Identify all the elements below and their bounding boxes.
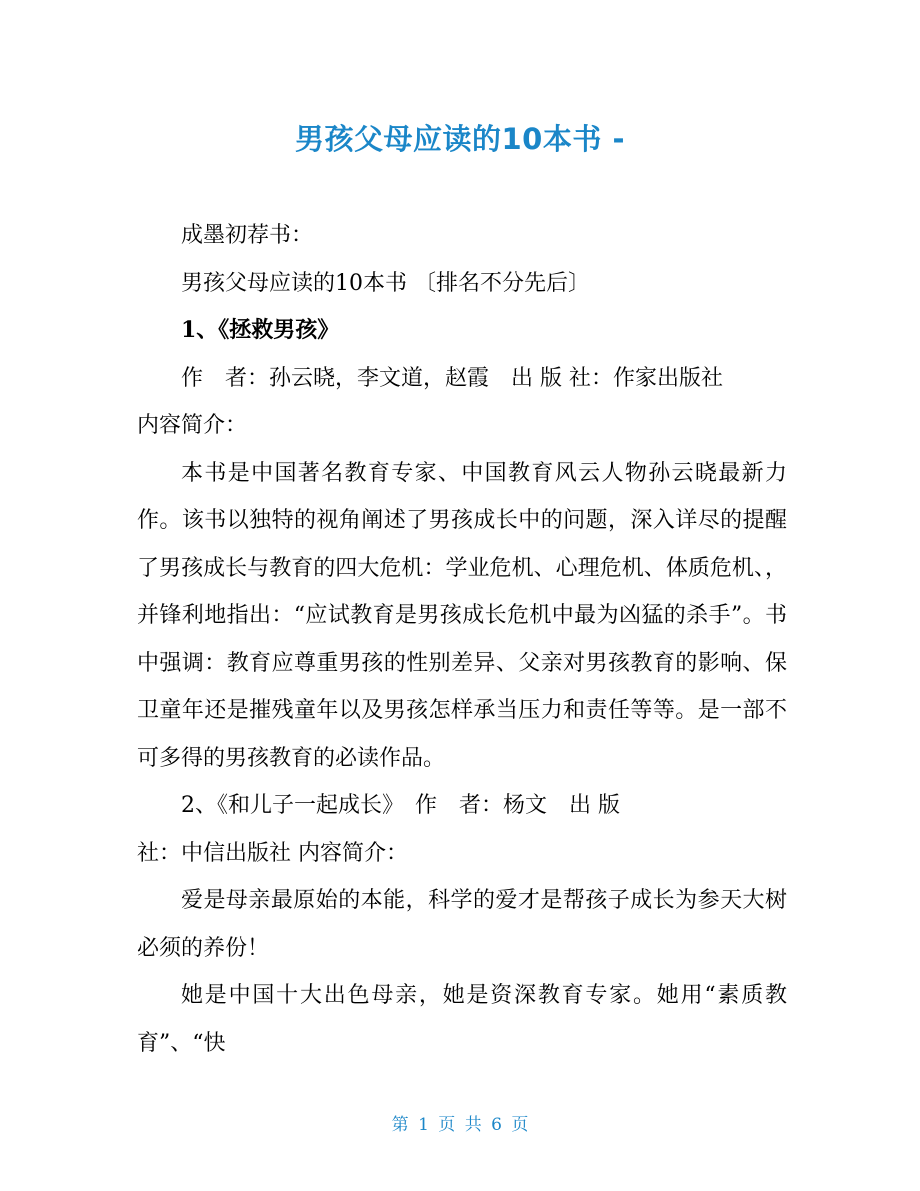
- book-2-intro-label: 社：中信出版社 内容简介：: [137, 840, 408, 866]
- book-2-meta: 2、《和儿子一起成长》 作 者：杨文 出 版: [181, 793, 620, 818]
- list-heading: 男孩父母应读的10本书 〔排名不分先后〕: [181, 270, 590, 296]
- book-2-description-2: 她是中国十大出色母亲，她是资深教育专家。她用“素质教育”、“快: [137, 983, 787, 1056]
- book-1-meta: 作 者：孙云晓，李文道，赵霞 出 版 社：作家出版社: [181, 365, 723, 391]
- book-1-description: 本书是中国著名教育专家、中国教育风云人物孙云晓最新力作。该书以独特的视角阐述了男孩成长中的问题，深入详尽的提醒了男孩成长与教育的四大危机：学业危机、心理危机、体质危机、，并锋利地指出：“应试教育是男孩成长危机中最为凶猛的杀手”。书中强调：教育应尊重男孩的性别差异、父亲对男孩教育的影响、保卫童年还是摧残童年以及男孩怎样承当压力和责任等等。是一部不可多得的男孩教育的必读作品。: [137, 460, 787, 771]
- page-footer: 第 1 页 共 6 页: [391, 1115, 529, 1135]
- book-2-description-1: 爱是母亲最原始的本能，科学的爱才是帮孩子成长为参天大树必须的养份！: [137, 888, 787, 961]
- book-1-intro-label: 内容简介：: [137, 413, 248, 438]
- document-body: [137, 212, 787, 1067]
- document-title: 男孩父母应读的10本书 -: [295, 122, 625, 156]
- book-1-title: 1、《拯救男孩》: [181, 317, 340, 343]
- recommendation-intro: 成墨初荐书：: [181, 223, 314, 248]
